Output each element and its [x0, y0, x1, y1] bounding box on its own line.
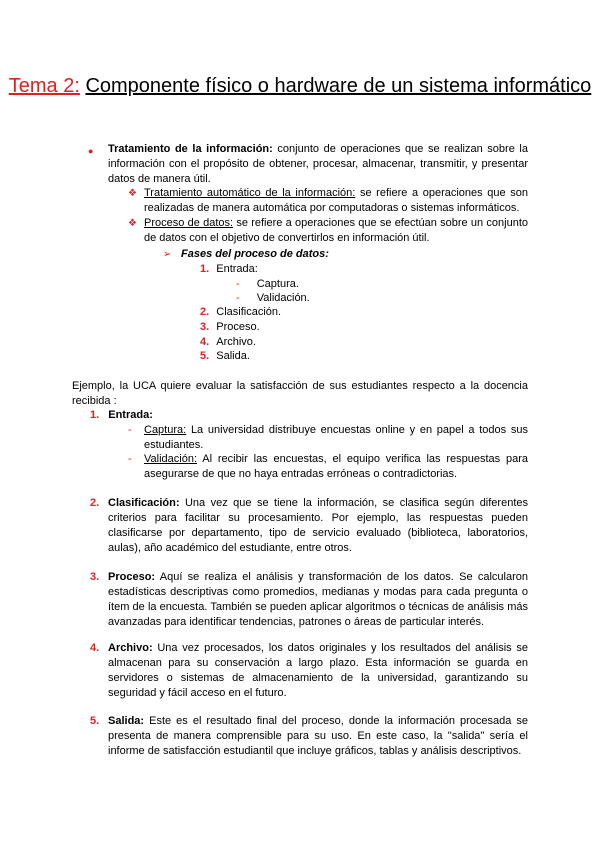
step-paragraph — [108, 641, 528, 701]
step-number: 2. — [90, 497, 100, 509]
phase-item — [200, 305, 281, 320]
phase-item — [200, 335, 256, 350]
phase-number: 5. — [200, 350, 210, 362]
bullet-dot-icon: ● — [88, 146, 94, 156]
phase-number: 2. — [200, 306, 210, 318]
example-intro: Ejemplo, la UCA quiere evaluar la satisfacción de sus estudiantes respecto a la docencia recibida : — [72, 380, 528, 407]
step-title: Clasificación: — [108, 497, 180, 509]
dash-bullet-icon: - — [236, 292, 240, 304]
step-paragraph — [108, 496, 528, 556]
step-subitem — [144, 423, 528, 453]
page-title — [0, 74, 600, 99]
step-title: Salida: — [108, 715, 145, 727]
subitem — [144, 216, 528, 246]
step-subitem-term: Captura: — [144, 424, 187, 436]
step-subitem-text: Al recibir las encuestas, el equipo verifica las respuestas para asegurarse de que no haya entradas erróneas o contradictorias. — [144, 453, 529, 480]
diamond-bullet-icon: ❖ — [128, 218, 137, 229]
phase-label: Entrada: — [216, 263, 258, 275]
definition-term: Tratamiento de la información: — [108, 143, 273, 155]
step-paragraph — [108, 714, 528, 759]
arrow-bullet-icon: ➢ — [163, 249, 172, 260]
subitem-term: Tratamiento automático de la información: — [144, 187, 356, 199]
phase-subitem — [236, 291, 310, 306]
subitem-text: se refiere a operaciones que se efectúan sobre un conjunto de datos con el objetivo de convertirlos en información útil. — [144, 217, 528, 244]
step-paragraph — [108, 570, 528, 630]
subitem — [144, 186, 528, 216]
phase-subitem-label: Captura. — [256, 278, 299, 290]
phase-item — [200, 262, 258, 277]
phase-subitem-label: Validación. — [256, 292, 310, 304]
diamond-bullet-icon: ❖ — [128, 188, 137, 199]
phase-label: Archivo. — [216, 336, 256, 348]
dash-bullet-icon: - — [236, 278, 240, 290]
subitem-term: Proceso de datos: — [144, 217, 234, 229]
step-text: Una vez procesados, los datos originales y los resultados del análisis se almacenan para su conservación a largo plazo. Esta información se guarda en servidores o sistemas de almacenamiento de la universidad, garantizando su seguridad y fácil acceso en el futuro. — [108, 642, 528, 699]
phases-heading: Fases del proceso de datos: — [181, 248, 329, 260]
step-subitem-term: Validación: — [144, 453, 197, 465]
phase-number: 1. — [200, 263, 210, 275]
phase-item — [200, 320, 260, 335]
step-title: Entrada: — [108, 409, 153, 421]
phase-label: Proceso. — [216, 321, 260, 333]
step-subitem — [144, 452, 528, 482]
definition-text: conjunto de operaciones que se realizan sobre la información con el propósito de obtener, procesar, almacenar, transmitir, y presentar datos de manera útil. — [108, 143, 528, 185]
phase-number: 4. — [200, 336, 210, 348]
definition-paragraph — [108, 142, 528, 187]
phase-item — [200, 349, 250, 364]
step-title: Proceso: — [108, 571, 156, 583]
step-number: 5. — [90, 715, 100, 727]
step-title: Archivo: — [108, 642, 153, 654]
subitem-text: se refiere a operaciones que son realizadas de manera automática por computadoras o sistemas informáticos. — [144, 187, 528, 214]
dash-bullet-icon: - — [128, 453, 132, 465]
step-text: Una vez que se tiene la información, se clasifica según diferentes criterios para facilitar su procesamiento. Por ejemplo, las respuestas pueden clasificarse por departamento, tipo de servicio evaluado (biblioteca, laboratorios, aulas), año académico del estudiante, entre otros. — [108, 497, 528, 554]
step-number: 4. — [90, 642, 100, 654]
phase-label: Clasificación. — [216, 306, 282, 318]
phase-label: Salida. — [216, 350, 250, 362]
phase-subitem — [236, 277, 299, 292]
step-number: 1. — [90, 409, 100, 421]
step-text: Este es el resultado final del proceso, donde la información procesada se presenta de manera comprensible para su uso. En este caso, la "salida" sería el informe de satisfacción estudiantil que incluye gráficos, tablas y análisis descriptivos. — [108, 715, 528, 757]
title-main: Componente físico o hardware de un sistema informático — [85, 75, 592, 97]
step-text: Aquí se realiza el análisis y transformación de los datos. Se calcularon estadísticas descriptivas como promedios, medianas y modas para cada pregunta o ítem de la encuesta. También se pueden aplicar algoritmos o técnicas de análisis más avanzadas para identificar tendencias, patrones o áreas de particular interés. — [108, 571, 528, 628]
step-heading — [90, 408, 153, 423]
dash-bullet-icon: - — [128, 424, 132, 436]
step-subitem-text: La universidad distribuye encuestas online y en papel a todos sus estudiantes. — [144, 424, 528, 451]
phase-number: 3. — [200, 321, 210, 333]
title-tema: Tema 2: — [8, 75, 80, 97]
step-number: 3. — [90, 571, 100, 583]
